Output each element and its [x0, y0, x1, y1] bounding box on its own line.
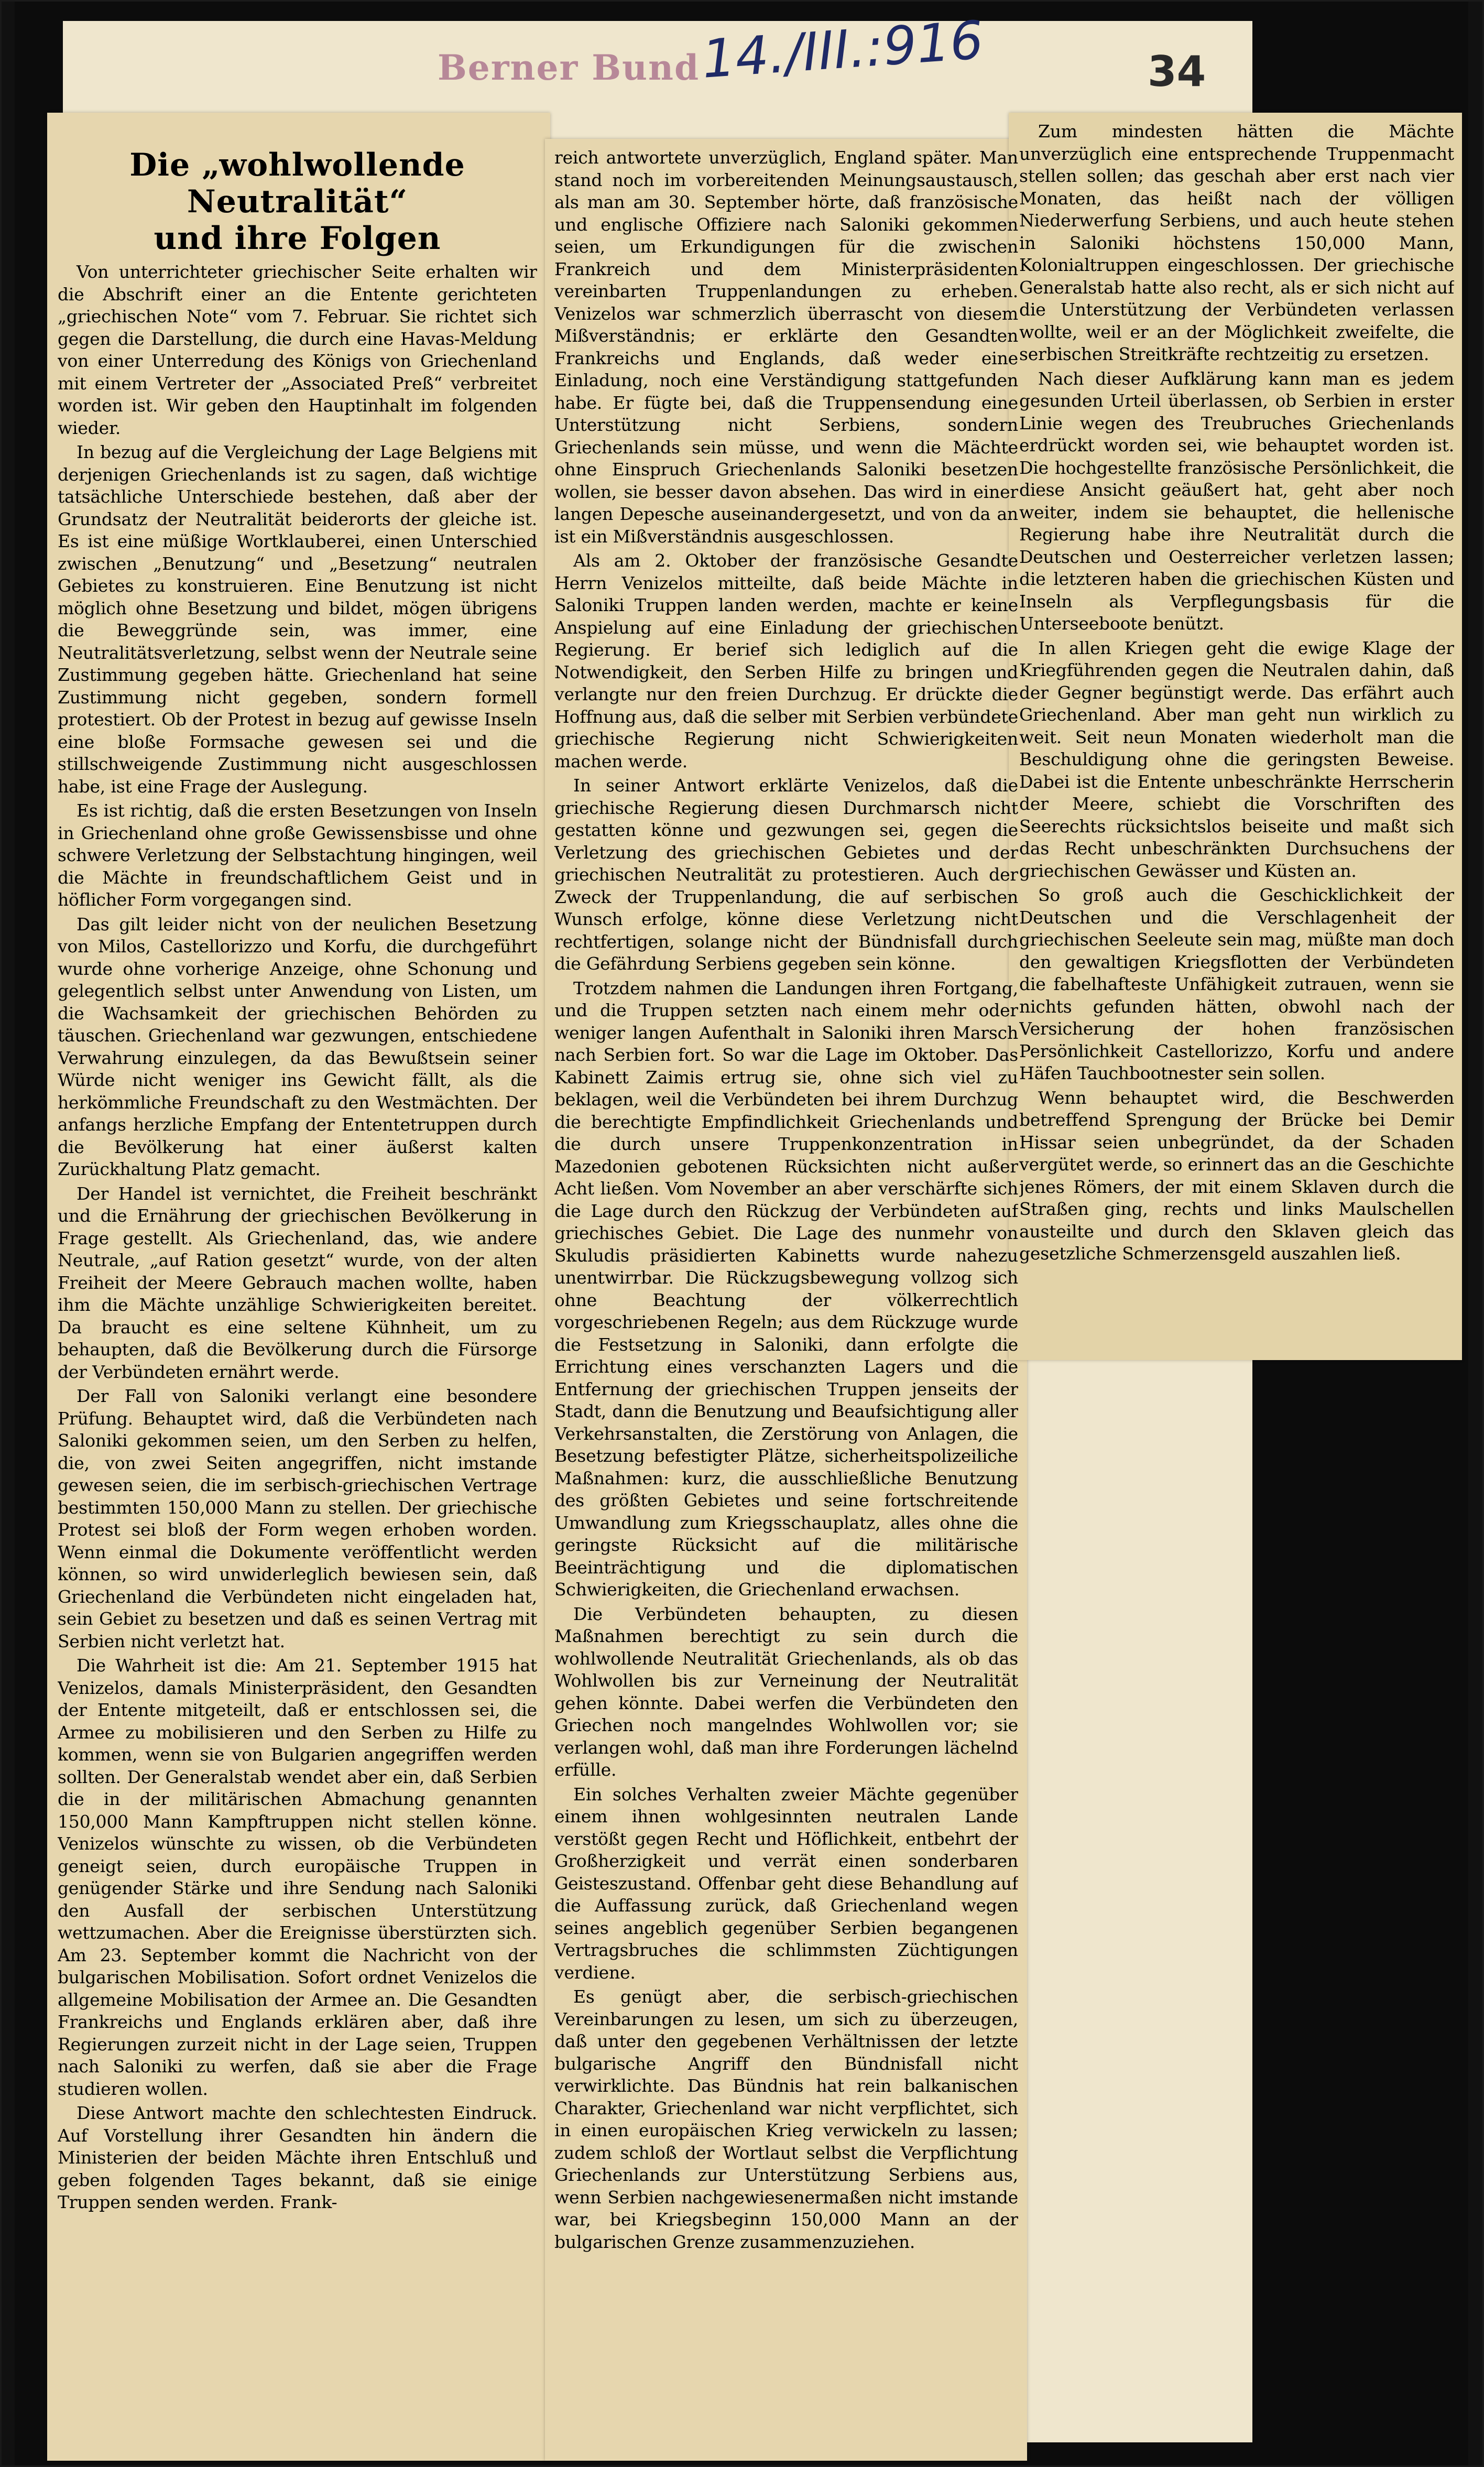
- paragraph: Das gilt leider nicht von der neulichen Besetzung von Milos, Castellorizzo und Korfu, die durchgeführt wurde ohne vorherige Anzeige, ohne Schonung und gelegentlich selbst unter Anwendung von Listen, um die Wachsamkeit der griechischen Behörden zu täuschen. Griechenland war gezwungen, entschiedene Verwahrung einzulegen, da das Bewußtsein seiner Würde nicht weniger ins Gewicht fällt, als die herkömmliche Freundschaft zu den Westmächten. Der anfangs herzliche Empfang der Ententetruppen durch die Bevölkerung hat einer äußerst kalten Zurückhaltung Platz gemacht.: [58, 914, 537, 1179]
- paragraph: Wenn behauptet wird, die Beschwerden betreffend Sprengung der Brücke bei Demir Hissar seien unbegründet, da der Schaden vergütet werde, so erinnert das an die Geschichte jenes Römers, der mit einem Sklaven durch die Straßen ging, rechts und links Maulschellen austeilte und durch den Sklaven gleich das gesetzliche Schmerzensgeld auszahlen ließ.: [1019, 1087, 1454, 1264]
- paragraph: Die Wahrheit ist die: Am 21. September 1915 hat Venizelos, damals Ministerpräsident, den Gesandten der Entente mitgeteilt, daß er entschlossen sei, die Armee zu mobilisieren und den Serben zu Hilfe zu kommen, wenn sie von Bulgarien angegriffen werden sollten. Der Generalstab wendet aber ein, daß Serbien die in der militärischen Abmachung genannten 150,000 Mann Kampftruppen nicht stellen könne. Venizelos wünschte zu wissen, ob die Verbündeten geneigt seien, durch europäische Truppen in genügender Stärke und ihre Sendung nach Saloniki den Ausfall der serbischen Unterstützung wettzumachen. Aber die Ereignisse überstürzten sich. Am 23. September kommt die Nachricht von der bulgarischen Mobilisation. Sofort ordnet Venizelos die allgemeine Mobilisation der Armee an. Die Gesandten Frankreichs und Englands erklären aber, daß ihre Regierungen zurzeit nicht in der Lage seien, Truppen nach Saloniki zu werfen, daß sie aber die Frage studieren wollen.: [58, 1655, 537, 2099]
- paragraph: reich antwortete unverzüglich, England später. Man stand noch im vorbereitenden Meinungsaustausch, als man am 30. September hörte, daß französische und englische Offiziere nach Saloniki gekommen seien, um Erkundigungen für die zwischen Frankreich und dem Ministerpräsidenten vereinbarten Truppenlandungen zu erheben. Venizelos war schmerzlich überrascht von diesem Mißverständnis; er erklärte den Gesandten Frankreichs und Englands, daß weder eine Einladung, noch eine Verständigung stattgefunden habe. Er fügte bei, daß die Truppensendung eine Unterstützung nicht Serbiens, sondern Griechenlands sein müsse, und wenn die Mächte ohne Einspruch Griechenlands Saloniki besetzen wollen, sie besser davon absehen. Das wird in einer langen Depesche auseinandergesetzt, und von da an ist ein Mißverständnis ausgeschlossen.: [554, 147, 1018, 547]
- paragraph: Von unterrichteter griechischer Seite erhalten wir die Abschrift einer an die Entente gerichteten „griechischen Note“ vom 7. Februar. Sie richtet sich gegen die Darstellung, die durch eine Havas-Meldung von einer Unterredung des Königs von Griechenland mit einem Vertreter der „Associated Preß“ verbreitet worden ist. Wir geben den Hauptinhalt im folgenden wieder.: [58, 262, 537, 438]
- paragraph: Als am 2. Oktober der französische Gesandte Herrn Venizelos mitteilte, daß beide Mächte in Saloniki Truppen landen werden, machte er keine Anspielung auf eine Einladung der griechischen Regierung. Er berief sich lediglich auf die Notwendigkeit, den Serben Hilfe zu bringen und verlangte nur den freien Durchzug. Er drückte die Hoffnung aus, daß die selber mit Serbien verbündete griechische Regierung nicht Schwierigkeiten machen werde.: [554, 550, 1018, 771]
- page-number: 34: [1148, 47, 1206, 96]
- paragraph: In seiner Antwort erklärte Venizelos, daß die griechische Regierung diesen Durchmarsch nicht gestatten könne und gezwungen sei, gegen die Verletzung des griechischen Gebietes und der griechischen Neutralität zu protestieren. Auch der Zweck der Truppenlandung, die auf serbischen Wunsch erfolge, könne diese Verletzung nicht rechtfertigen, solange nicht der Bündnisfall durch die Gefährdung Serbiens gegeben sein könne.: [554, 775, 1018, 974]
- scan-border-right: [1468, 0, 1484, 2467]
- article-title-line1: Die „wohlwollende Neutralität“: [129, 147, 465, 220]
- paragraph: Der Handel ist vernichtet, die Freiheit beschränkt und die Ernährung der griechischen Bevölkerung in Frage gestellt. Als Griechenland, das, wie andere Neutrale, „auf Ration gesetzt“ wurde, von der alten Freiheit der Meere Gebrauch machen wollte, haben ihm die Mächte unzählige Schwierigkeiten bereitet. Da braucht es eine seltene Kühnheit, um zu behaupten, daß die Bevölkerung durch die Fürsorge der Verbündeten ernährt werde.: [58, 1183, 537, 1382]
- article-column-2: [554, 147, 1018, 2453]
- paragraph: Trotzdem nahmen die Landungen ihren Fortgang, und die Truppen setzten nach einem mehr oder weniger langen Aufenthalt in Saloniki ihren Marsch nach Serbien fort. So war die Lage im Oktober. Das Kabinett Zaimis ertrug sie, ohne sich viel zu beklagen, weil die Verbündeten bei ihrem Durchzug die berechtigte Empfindlichkeit Griechenlands und die durch unsere Truppenkonzentration in Mazedonien gebotenen Rücksichten nicht außer Acht ließen. Vom November an aber verschärfte sich die Lage durch den Rückzug der Verbündeten auf griechisches Gebiet. Die Lage des nunmehr von Skuludis präsidierten Kabinetts wurde nahezu unentwirrbar. Die Rückzugsbewegung vollzog sich ohne Beachtung der völkerrechtlich vorgeschriebenen Regeln; aus dem Rückzuge wurde die Festsetzung in Saloniki, dann erfolgte die Errichtung eines verschanzten Lagers und die Entfernung der griechischen Truppen jenseits der Stadt, dann die Benutzung und Beaufsichtigung aller Verkehrsanstalten, die Zerstörung von Anlagen, die Besetzung befestigter Plätze, sicherheitspolizeiliche Maßnahmen: kurz, die ausschließliche Benutzung des größten Gebietes und seine fortschreitende Umwandlung zum Kriegsschauplatz, alles ohne die geringste Rücksicht auf die militärische Beeinträchtigung und die diplomatischen Schwierigkeiten, die Griechenland erwachsen.: [554, 977, 1018, 1600]
- paragraph: Die Verbündeten behaupten, zu diesen Maßnahmen berechtigt zu sein durch die wohlwollende Neutralität Griechenlands, als ob das Wohlwollen bis zur Verneinung der Neutralität gehen könnte. Dabei werfen die Verbündeten den Griechen noch mangelndes Wohlwollen vor; sie verlangen wohl, daß man ihre Forderungen lächelnd erfülle.: [554, 1603, 1018, 1780]
- paragraph: Der Fall von Saloniki verlangt eine besondere Prüfung. Behauptet wird, daß die Verbündeten nach Saloniki gekommen seien, um den Serben zu helfen, die, von zwei Seiten angegriffen, nicht imstande gewesen seien, die im serbisch-griechischen Vertrage bestimmten 150,000 Mann zu stellen. Der griechische Protest sei bloß der Form wegen erhoben worden. Wenn einmal die Dokumente veröffentlicht werden können, so wird unwiderleglich bewiesen sein, daß Griechenland die Verbündeten nicht eingeladen hat, sein Gebiet zu besetzen und daß es seinen Vertrag mit Serbien nicht verletzt hat.: [58, 1386, 537, 1651]
- article-column-1: [58, 147, 537, 2448]
- paragraph: Diese Antwort machte den schlechtesten Eindruck. Auf Vorstellung ihrer Gesandten hin ändern die Ministerien der beiden Mächte ihren Entschluß und geben folgenden Tages bekannt, daß sie einige Truppen senden werden. Frank-: [58, 2103, 537, 2212]
- article-title-line2: und ihre Folgen: [154, 220, 441, 257]
- paragraph: In bezug auf die Vergleichung der Lage Belgiens mit derjenigen Griechenlands ist zu sagen, daß wichtige tatsächliche Unterschiede bestehen, daß aber der Grundsatz der Neutralität beiderorts der gleiche ist. Es ist eine müßige Wortklauberei, einen Unterschied zwischen „Benutzung“ und „Besetzung“ neutralen Gebietes zu konstruieren. Eine Benutzung ist nicht möglich ohne Besetzung und bildet, mögen übrigens die Beweggründe sein, was immer, eine Neutralitätsverletzung, selbst wenn der Neutrale seine Zustimmung gegeben hätte. Griechenland hat seine Zustimmung nicht gegeben, sondern formell protestiert. Ob der Protest in bezug auf gewisse Inseln eine bloße Formsache gewesen sei und die stillschweigende Zustimmung nicht ausgeschlossen habe, ist eine Frage der Auslegung.: [58, 442, 537, 797]
- paragraph: Es ist richtig, daß die ersten Besetzungen von Inseln in Griechenland ohne große Gewissensbisse und ohne schwere Verletzung der Selbstachtung hingingen, weil die Mächte in freundschaftlichem Geist und in höflicher Form vorgegangen sind.: [58, 800, 537, 910]
- article-column-3: [1019, 121, 1454, 1347]
- paragraph: Ein solches Verhalten zweier Mächte gegenüber einem ihnen wohlgesinnten neutralen Lande verstößt gegen Recht und Höflichkeit, entbehrt der Großherzigkeit und verrät einen sonderbaren Geisteszustand. Offenbar geht diese Behandlung auf die Auffassung zurück, daß Griechenland wegen seines angeblich gegenüber Serbien begangenen Vertragsbruches die schlimmsten Züchtigungen verdiene.: [554, 1784, 1018, 1983]
- paragraph: Nach dieser Aufklärung kann man es jedem gesunden Urteil überlassen, ob Serbien in erster Linie wegen des Treubruches Griechenlands erdrückt worden sei, wie behauptet worden ist. Die hochgestellte französische Persönlichkeit, die diese Ansicht geäußert hat, geht aber noch weiter, indem sie behauptet, die hellenische Regierung habe ihre Neutralität durch die Deutschen und Oesterreicher verletzen lassen; die letzteren haben die griechischen Küsten und Inseln als Verpflegungsbasis für die Unterseeboote benützt.: [1019, 368, 1454, 634]
- paragraph: Es genügt aber, die serbisch-griechischen Vereinbarungen zu lesen, um sich zu überzeugen, daß unter den gegebenen Verhältnissen der letzte bulgarische Angriff den Bündnisfall nicht verwirklichte. Das Bündnis hat rein balkanischen Charakter, Griechenland war nicht verpflichtet, sich in einen europäischen Krieg verwickeln zu lassen; zudem schloß der Wortlaut selbst die Verpflichtung Griechenlands zur Unterstützung Serbiens aus, wenn Serbien nachgewiesenermaßen nicht imstande war, bei Kriegsbeginn 150,000 Mann an der bulgarischen Grenze zusammenzuziehen.: [554, 1986, 1018, 2252]
- handwritten-date: 14./III.:916: [700, 9, 986, 90]
- scan-border-left: [0, 0, 15, 2467]
- newspaper-stamp: Berner Bund: [438, 47, 700, 88]
- paragraph: So groß auch die Geschicklichkeit der Deutschen und die Verschlagenheit der griechischen Seeleute sein mag, müßte man doch den gewaltigen Kriegsflotten der Verbündeten die fabelhafteste Unfähigkeit zutrauen, wenn sie nichts gefunden hätten, obwohl nach der Versicherung der hohen französischen Persönlichkeit Castellorizzo, Korfu und andere Häfen Tauchbootnester sein sollen.: [1019, 885, 1454, 1083]
- paragraph: In allen Kriegen geht die ewige Klage der Kriegführenden gegen die Neutralen dahin, daß der Gegner begünstigt werde. Das erfährt auch Griechenland. Aber man geht nun wirklich zu weit. Seit neun Monaten wiederholt man die Beschuldigung ohne die geringsten Beweise. Dabei ist die Entente unbeschränkte Herrscherin der Meere, schiebt die Vorschriften des Seerechts rücksichtslos beiseite und maßt sich das Recht unbeschränkten Durchsuchens der griechischen Gewässer und Küsten an.: [1019, 637, 1454, 881]
- paragraph: Zum mindesten hätten die Mächte unverzüglich eine entsprechende Truppenmacht stellen sollen; das geschah aber erst nach vier Monaten, das heißt nach der völligen Niederwerfung Serbiens, und auch heute stehen in Saloniki höchstens 150,000 Mann, Kolonialtruppen eingeschlossen. Der griechische Generalstab hatte also recht, als er sich nicht auf die Unterstützung der Verbündeten verlassen wollte, weil er an der Möglichkeit zweifelte, die serbischen Streitkräfte rechtzeitig zu ersetzen.: [1019, 121, 1454, 364]
- article-title: [58, 147, 537, 257]
